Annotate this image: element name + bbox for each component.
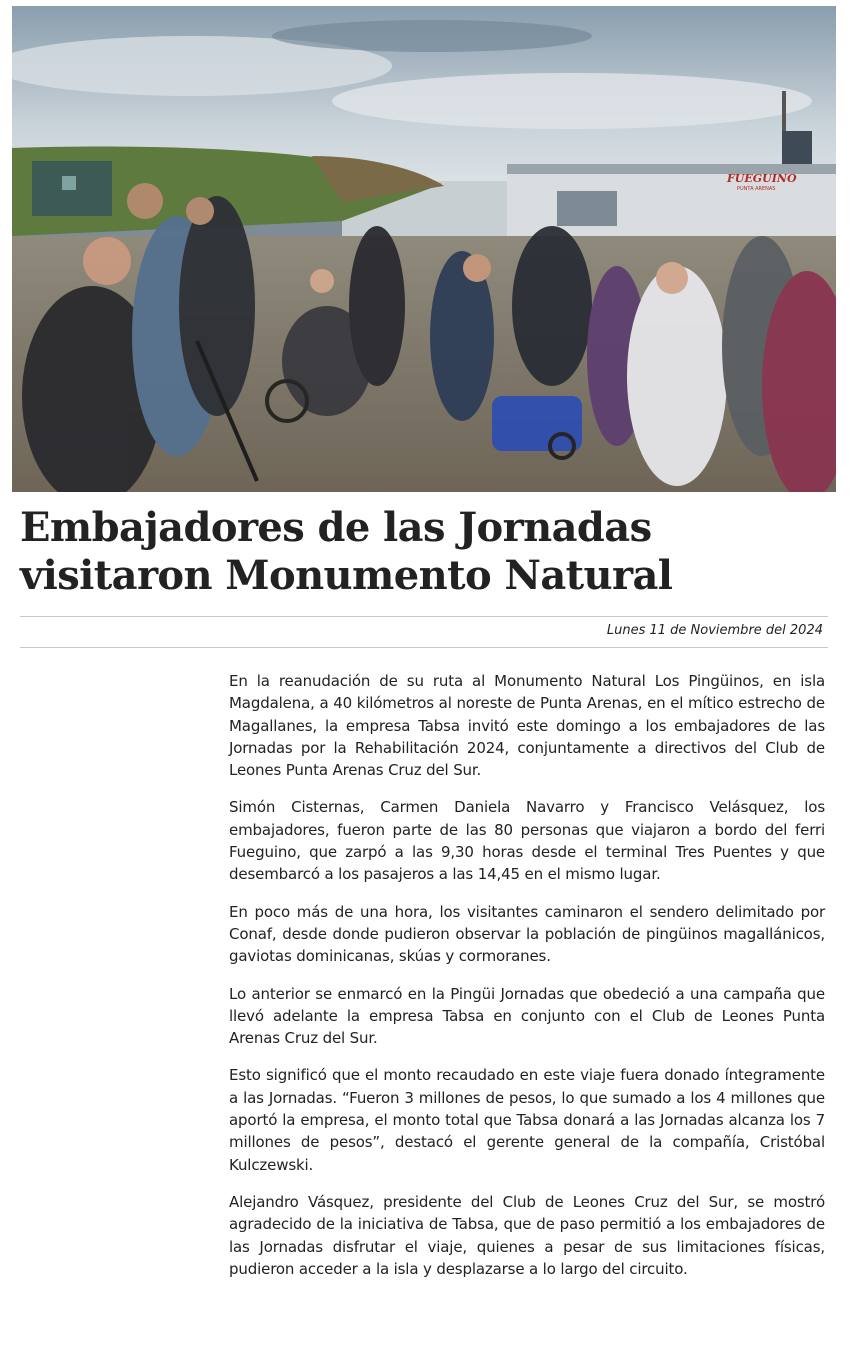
article-paragraph: Lo anterior se enmarcó en la Pingüi Jornadas que obedeció a una campaña que llevó adelante la empresa Tabsa en conjunto con el Club de Leones Punta Arenas Cruz del Sur. bbox=[229, 984, 825, 1048]
article-paragraph: Esto significó que el monto recaudado en este viaje fuera donado íntegramente a las Jornadas. “Fueron 3 millones de pesos, lo que sumado a los 4 millones que aportó la empresa, el monto total que Tabsa donará a las Jornadas alcanza los 7 millones de pesos”, destacó el gerente general de la compañía, Cristóbal Kulczewski. bbox=[229, 1066, 825, 1174]
ship-name: FUEGUINO bbox=[727, 172, 797, 185]
article-body bbox=[229, 670, 825, 1295]
article-title: Embajadores de las Jornadas visitaron Monumento Natural bbox=[20, 504, 673, 599]
ship-subtitle: PUNTA ARENAS bbox=[737, 186, 776, 192]
divider-bottom bbox=[20, 647, 828, 648]
article-photo bbox=[12, 6, 836, 492]
article-paragraph: En poco más de una hora, los visitantes caminaron el sendero delimitado por Conaf, desde donde pudieron observar la población de pingüinos magallánicos, gaviotas dominicanas, skúas y cormoranes. bbox=[229, 902, 825, 966]
article-paragraph: En la reanudación de su ruta al Monumento Natural Los Pingüinos, en isla Magdalena, a 40 kilómetros al noreste de Punta Arenas, en el mítico estrecho de Magallanes, la empresa Tabsa invitó este domingo a los embajadores de las Jornadas por la Rehabilitación 2024, conjuntamente a directivos del Club de Leones Punta Arenas Cruz del Sur. bbox=[229, 672, 825, 780]
article-date: Lunes 11 de Noviembre del 2024 bbox=[606, 623, 823, 638]
article-paragraph: Simón Cisternas, Carmen Daniela Navarro y Francisco Velásquez, los embajadores, fueron parte de las 80 personas que viajaron a bordo del ferri Fueguino, que zarpó a las 9,30 horas desde el terminal Tres Puentes y que desembarcó a los pasajeros a las 14,45 en el mismo lugar. bbox=[229, 798, 825, 884]
divider-top bbox=[20, 616, 828, 617]
article-paragraph: Alejandro Vásquez, presidente del Club de Leones Cruz del Sur, se mostró agradecido de la iniciativa de Tabsa, que de paso permitió a los embajadores de las Jornadas disfrutar el viaje, quienes a pesar de sus limitaciones físicas, pudieron acceder a la isla y desplazarse a lo largo del circuito. bbox=[229, 1192, 825, 1278]
